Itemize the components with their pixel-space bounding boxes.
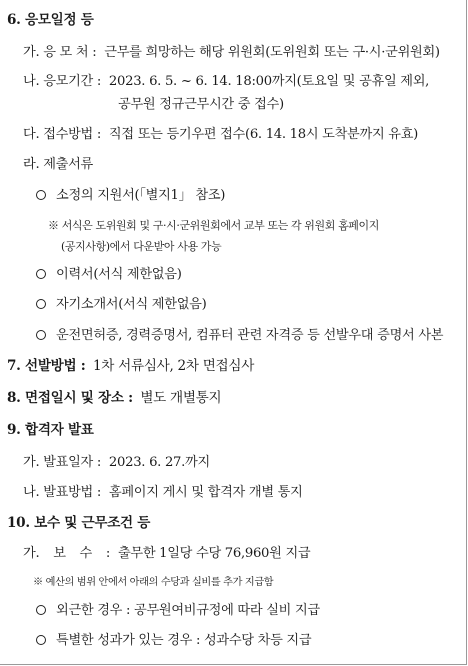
section6-na-value2: 공무원 정규근무시간 중 접수)	[118, 97, 284, 112]
section8	[7, 390, 221, 406]
benefit-item-text: 특별한 성과가 있는 경우 : 성과수당 차등 지급	[56, 633, 312, 648]
section10-ga-value: 출무한 1일당 수당 76,960원 지급	[117, 546, 311, 561]
section9-na	[23, 485, 303, 501]
section6-na-value: 2023. 6. 5. ~ 6. 14. 18:00까지(토요일 및 공휴일 제외,	[108, 74, 430, 89]
section10-ga-label: 가. 보 수 :	[23, 546, 111, 561]
section10-note: ※ 예산의 범위 안에서 아래의 수당과 실비를 추가 지급함	[33, 577, 274, 588]
section6-ga-label: 가. 응 모 처 :	[23, 45, 97, 60]
section8-heading: 8. 면접일시 및 장소 :	[7, 390, 133, 406]
section6-da	[23, 127, 418, 143]
section6-na-label: 나. 응모기간 :	[23, 74, 102, 89]
section9-ga	[23, 455, 210, 471]
section6-da-label: 다. 접수방법 :	[23, 127, 102, 142]
section9-na-label: 나. 발표방법 :	[23, 485, 102, 500]
section9-heading: 9. 합격자 발표	[7, 422, 94, 438]
circle-bullet-icon	[36, 299, 46, 309]
circle-bullet-icon	[36, 635, 46, 645]
section9-ga-value: 2023. 6. 27.까지	[108, 455, 210, 470]
doc-item	[36, 188, 225, 204]
section6-note2: (공지사항)에서 다운받아 사용 가능	[61, 240, 222, 253]
doc-item-text: 운전면허증, 경력증명서, 컴퓨터 관련 자격증 등 선발우대 증명서 사본	[56, 328, 444, 343]
circle-bullet-icon	[36, 190, 46, 200]
doc-item-text: 소정의 지원서(「별지1」 참조)	[56, 188, 226, 203]
section6-ga	[23, 45, 440, 61]
doc-item-text: 이력서(서식 제한없음)	[56, 267, 182, 282]
doc-item	[36, 297, 206, 313]
section10-heading: 10. 보수 및 근무조건 등	[7, 515, 151, 531]
section6-note: ※ 서식은 도위원회 및 구·시·군위원회에서 교부 또는 각 위원회 홈페이지	[48, 219, 379, 232]
section9-ga-label: 가. 발표일자 :	[23, 455, 102, 470]
section6-ra-label: 라. 제출서류	[23, 157, 93, 172]
benefit-item	[36, 603, 320, 619]
section6-heading: 6. 응모일정 등	[7, 12, 94, 28]
section8-value: 별도 개별통지	[140, 390, 222, 406]
section7	[7, 358, 254, 374]
doc-item-text: 자기소개서(서식 제한없음)	[56, 297, 207, 312]
section7-heading: 7. 선발방법 :	[7, 358, 86, 374]
circle-bullet-icon	[36, 605, 46, 615]
section6-da-value: 직접 또는 등기우편 접수(6. 14. 18시 도착분까지 유효)	[108, 127, 418, 142]
circle-bullet-icon	[36, 269, 46, 279]
benefit-item	[36, 633, 311, 649]
doc-item	[36, 267, 182, 283]
section6-na	[23, 74, 429, 90]
section9-na-value: 홈페이지 게시 및 합격자 개별 통지	[108, 485, 303, 500]
section10-ga	[23, 546, 310, 562]
circle-bullet-icon	[36, 330, 46, 340]
section6-ga-value: 근무를 희망하는 해당 위원회(도위원회 또는 구·시·군위원회)	[104, 45, 440, 60]
section7-value: 1차 서류심사, 2차 면접심사	[92, 358, 255, 374]
benefit-item-text: 외근한 경우 : 공무원여비규정에 따라 실비 지급	[56, 603, 320, 618]
doc-item	[36, 328, 443, 344]
